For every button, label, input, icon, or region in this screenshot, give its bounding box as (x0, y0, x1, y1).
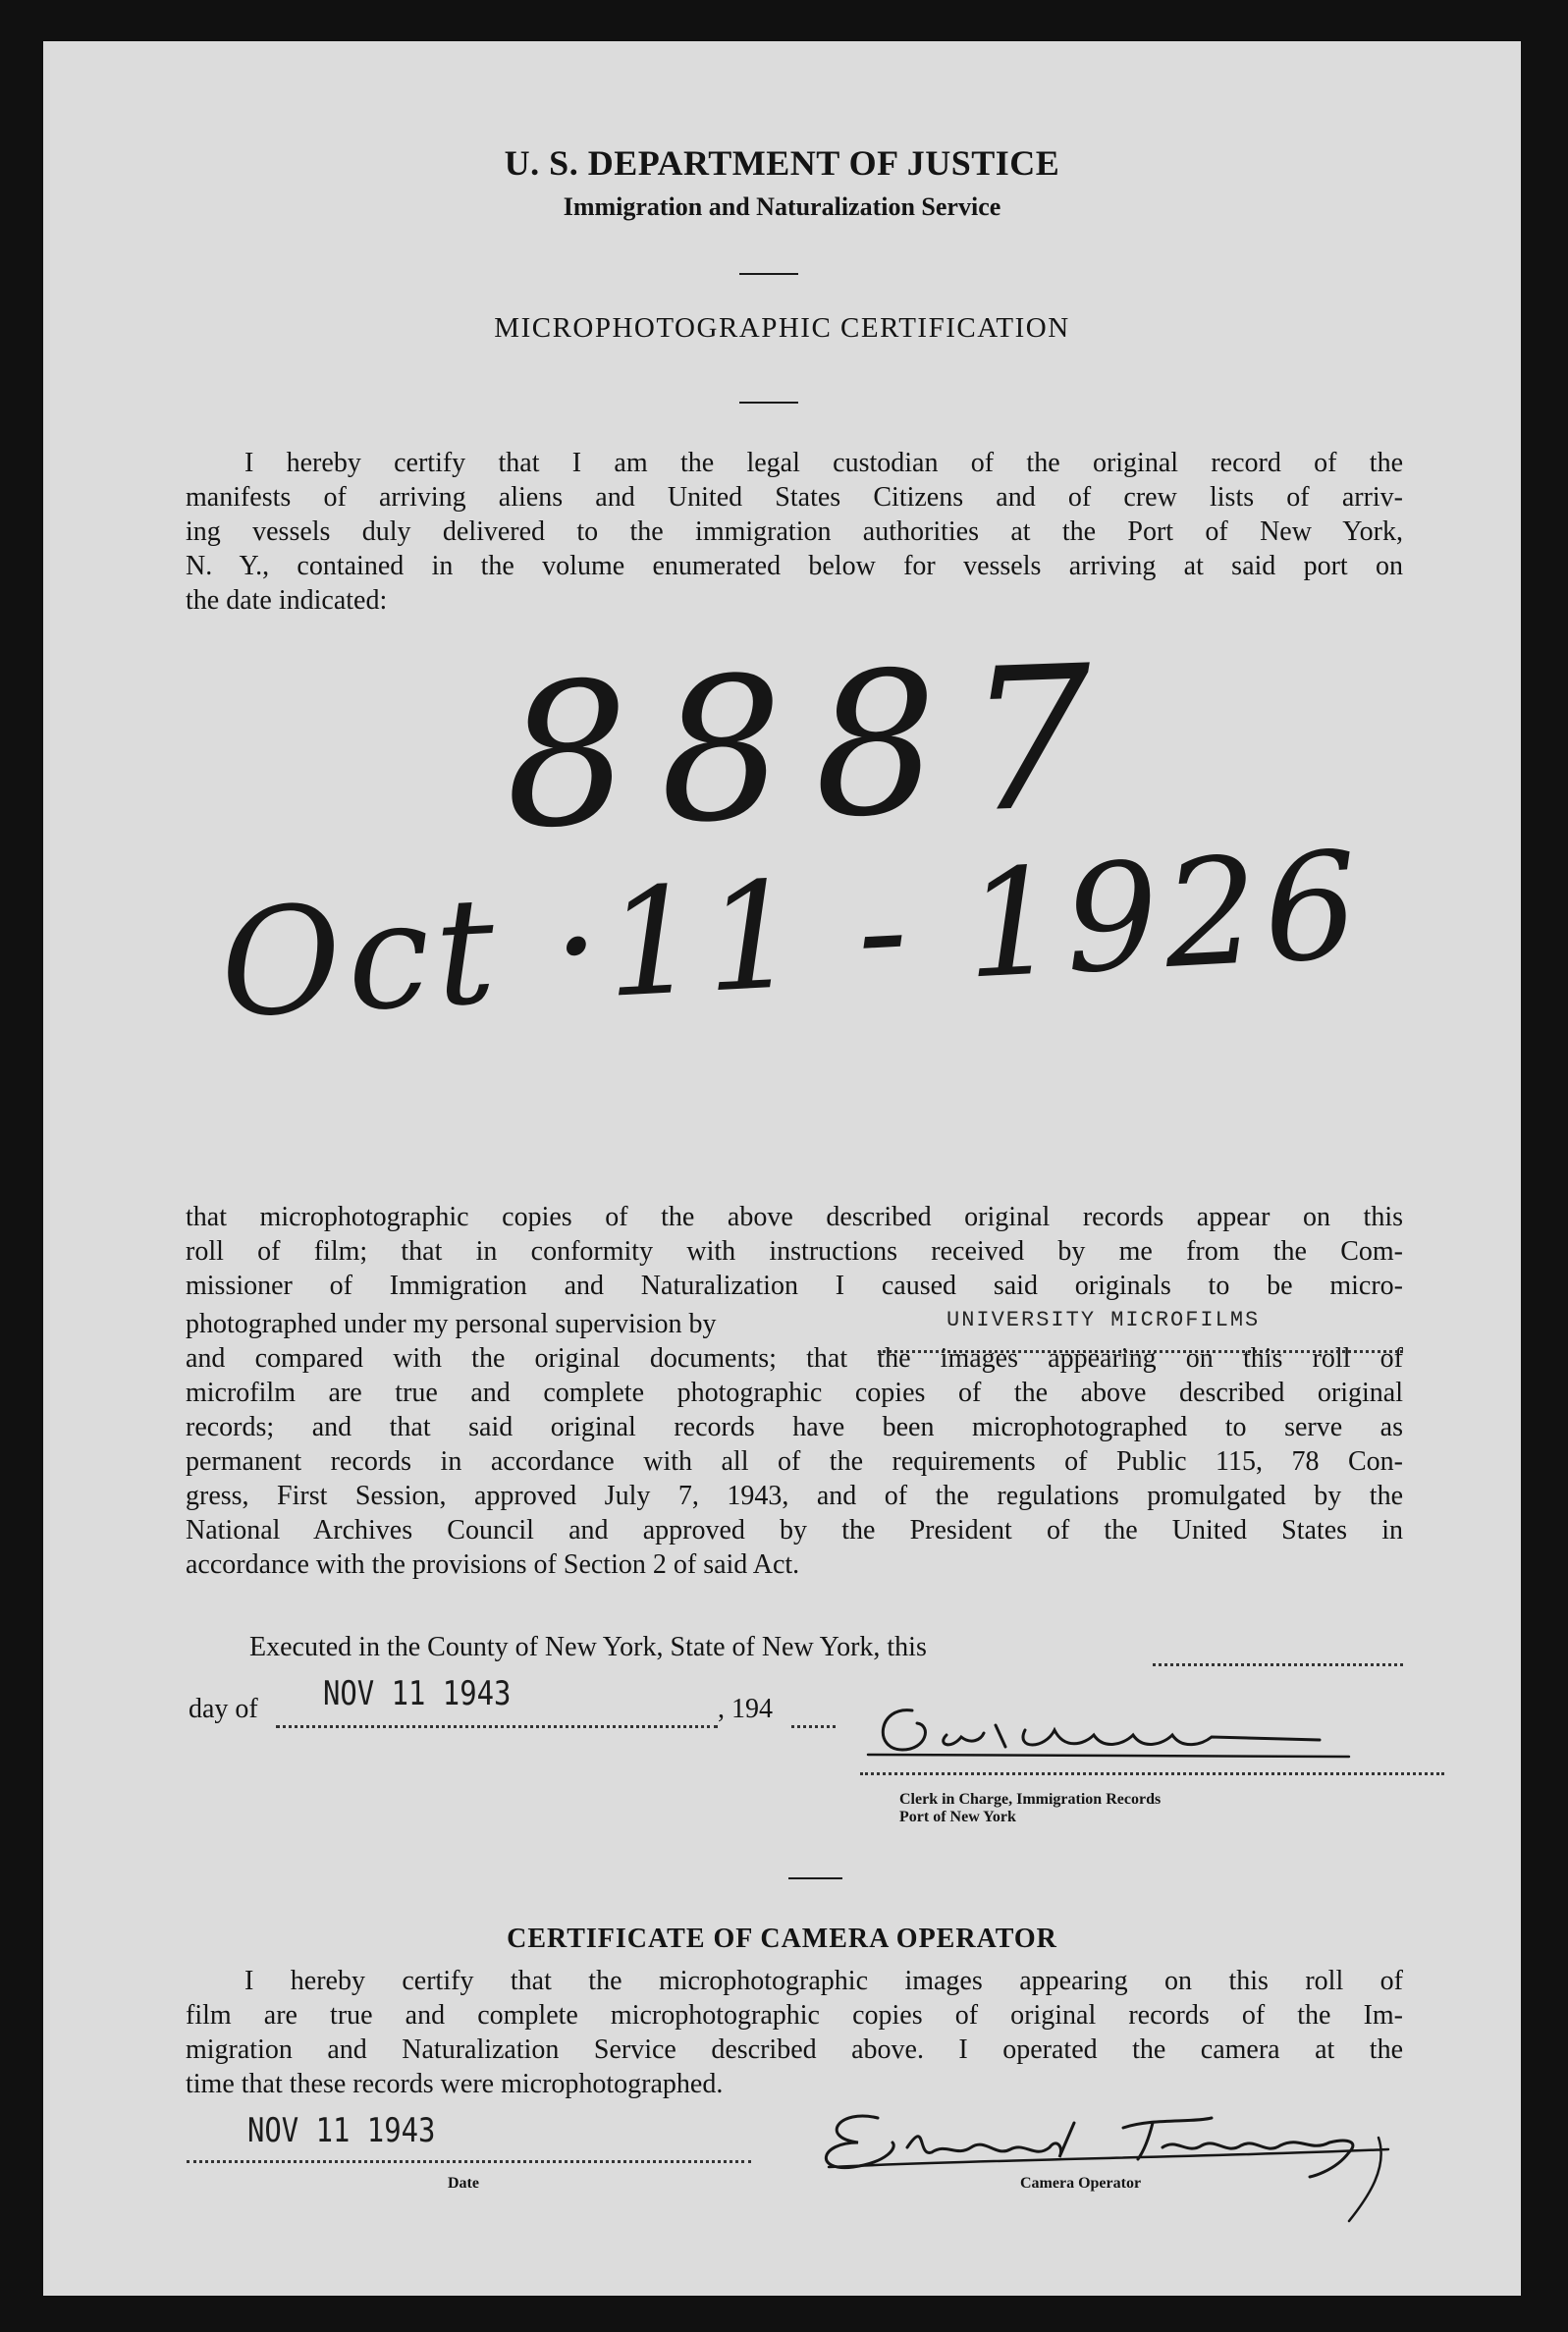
execution-statement: Executed in the County of New York, State of New York, this (249, 1632, 927, 1662)
body-line: records; and that said original records have been microphotographed to serve as (186, 1412, 1403, 1442)
body-line: and compared with the original documents; that the images appearing on this roll of (186, 1343, 1403, 1374)
body-line: photographed under my personal supervision by (186, 1309, 717, 1339)
title-divider (739, 402, 798, 404)
handwritten-volume-number: 8887 (501, 623, 1126, 873)
day-of-label: day of (189, 1694, 258, 1724)
date-label: Date (448, 2175, 479, 2192)
department-heading: U. S. DEPARTMENT OF JUSTICE (504, 143, 1060, 183)
supervision-dotted-line (878, 1350, 1403, 1353)
certificate-page (43, 41, 1521, 2296)
body-line: missioner of Immigration and Naturalization I caused said originals to be micro- (186, 1271, 1403, 1301)
camera-date-dotted-line (187, 2160, 751, 2163)
execution-day-dotted-line (1153, 1663, 1403, 1666)
clerk-signature-line (860, 1772, 1444, 1775)
year-dotted-line (791, 1725, 836, 1728)
body-line: permanent records in accordance with all of the requirements of Public 115, 78 Con- (186, 1446, 1403, 1477)
header-divider (739, 273, 798, 275)
intro-line: the date indicated: (186, 585, 388, 616)
camera-date-stamp: NOV 11 1943 (247, 2111, 436, 2150)
clerk-signature-mark (858, 1696, 1369, 1774)
camera-line: I hereby certify that the microphotographic images appearing on this roll of (244, 1966, 1403, 1996)
body-line: that microphotographic copies of the above described original records appear on this (186, 1202, 1403, 1232)
camera-certificate-title: CERTIFICATE OF CAMERA OPERATOR (507, 1924, 1057, 1954)
intro-line: I hereby certify that I am the legal custodian of the original record of the (244, 448, 1403, 478)
body-line: accordance with the provisions of Section 2 of said Act. (186, 1549, 800, 1580)
body-line: National Archives Council and approved by the President of the United States in (186, 1515, 1403, 1546)
intro-line: N. Y., contained in the volume enumerated below for vessels arriving at said port on (186, 551, 1403, 581)
microfilm-company-stamp: UNIVERSITY MICROFILMS (946, 1308, 1261, 1332)
certification-title: MICROPHOTOGRAPHIC CERTIFICATION (494, 312, 1070, 344)
camera-operator-signature-mark (799, 2098, 1428, 2236)
camera-certificate-paragraph (186, 1964, 1403, 2101)
year-label: , 194 (718, 1694, 773, 1724)
intro-line: ing vessels duly delivered to the immigration authorities at the Port of New York, (186, 516, 1403, 547)
camera-section-divider (788, 1877, 842, 1879)
clerk-port: Port of New York (899, 1809, 1016, 1825)
body-line: roll of film; that in conformity with instructions received by me from the Com- (186, 1236, 1403, 1267)
clerk-title: Clerk in Charge, Immigration Records (899, 1791, 1162, 1808)
body-paragraph (186, 1200, 1403, 1582)
execution-date-stamp: NOV 11 1943 (323, 1674, 512, 1713)
camera-line: film are true and complete microphotographic copies of original records of the Im- (186, 2000, 1403, 2031)
body-line: microfilm are true and complete photographic copies of the above described original (186, 1378, 1403, 1408)
handwritten-arrival-date: Oct ·11 - 1926 (216, 820, 1369, 1052)
intro-line: manifests of arriving aliens and United States Citizens and of crew lists of arriv- (186, 482, 1403, 513)
camera-line: time that these records were microphotographed. (186, 2069, 724, 2099)
intro-paragraph (186, 446, 1403, 618)
camera-operator-label: Camera Operator (1020, 2175, 1142, 2192)
camera-line: migration and Naturalization Service described above. I operated the camera at the (186, 2034, 1403, 2065)
body-line: gress, First Session, approved July 7, 1943, and of the regulations promulgated by the (186, 1481, 1403, 1511)
day-of-dotted-line (276, 1725, 718, 1728)
service-subheading: Immigration and Naturalization Service (563, 192, 1001, 221)
